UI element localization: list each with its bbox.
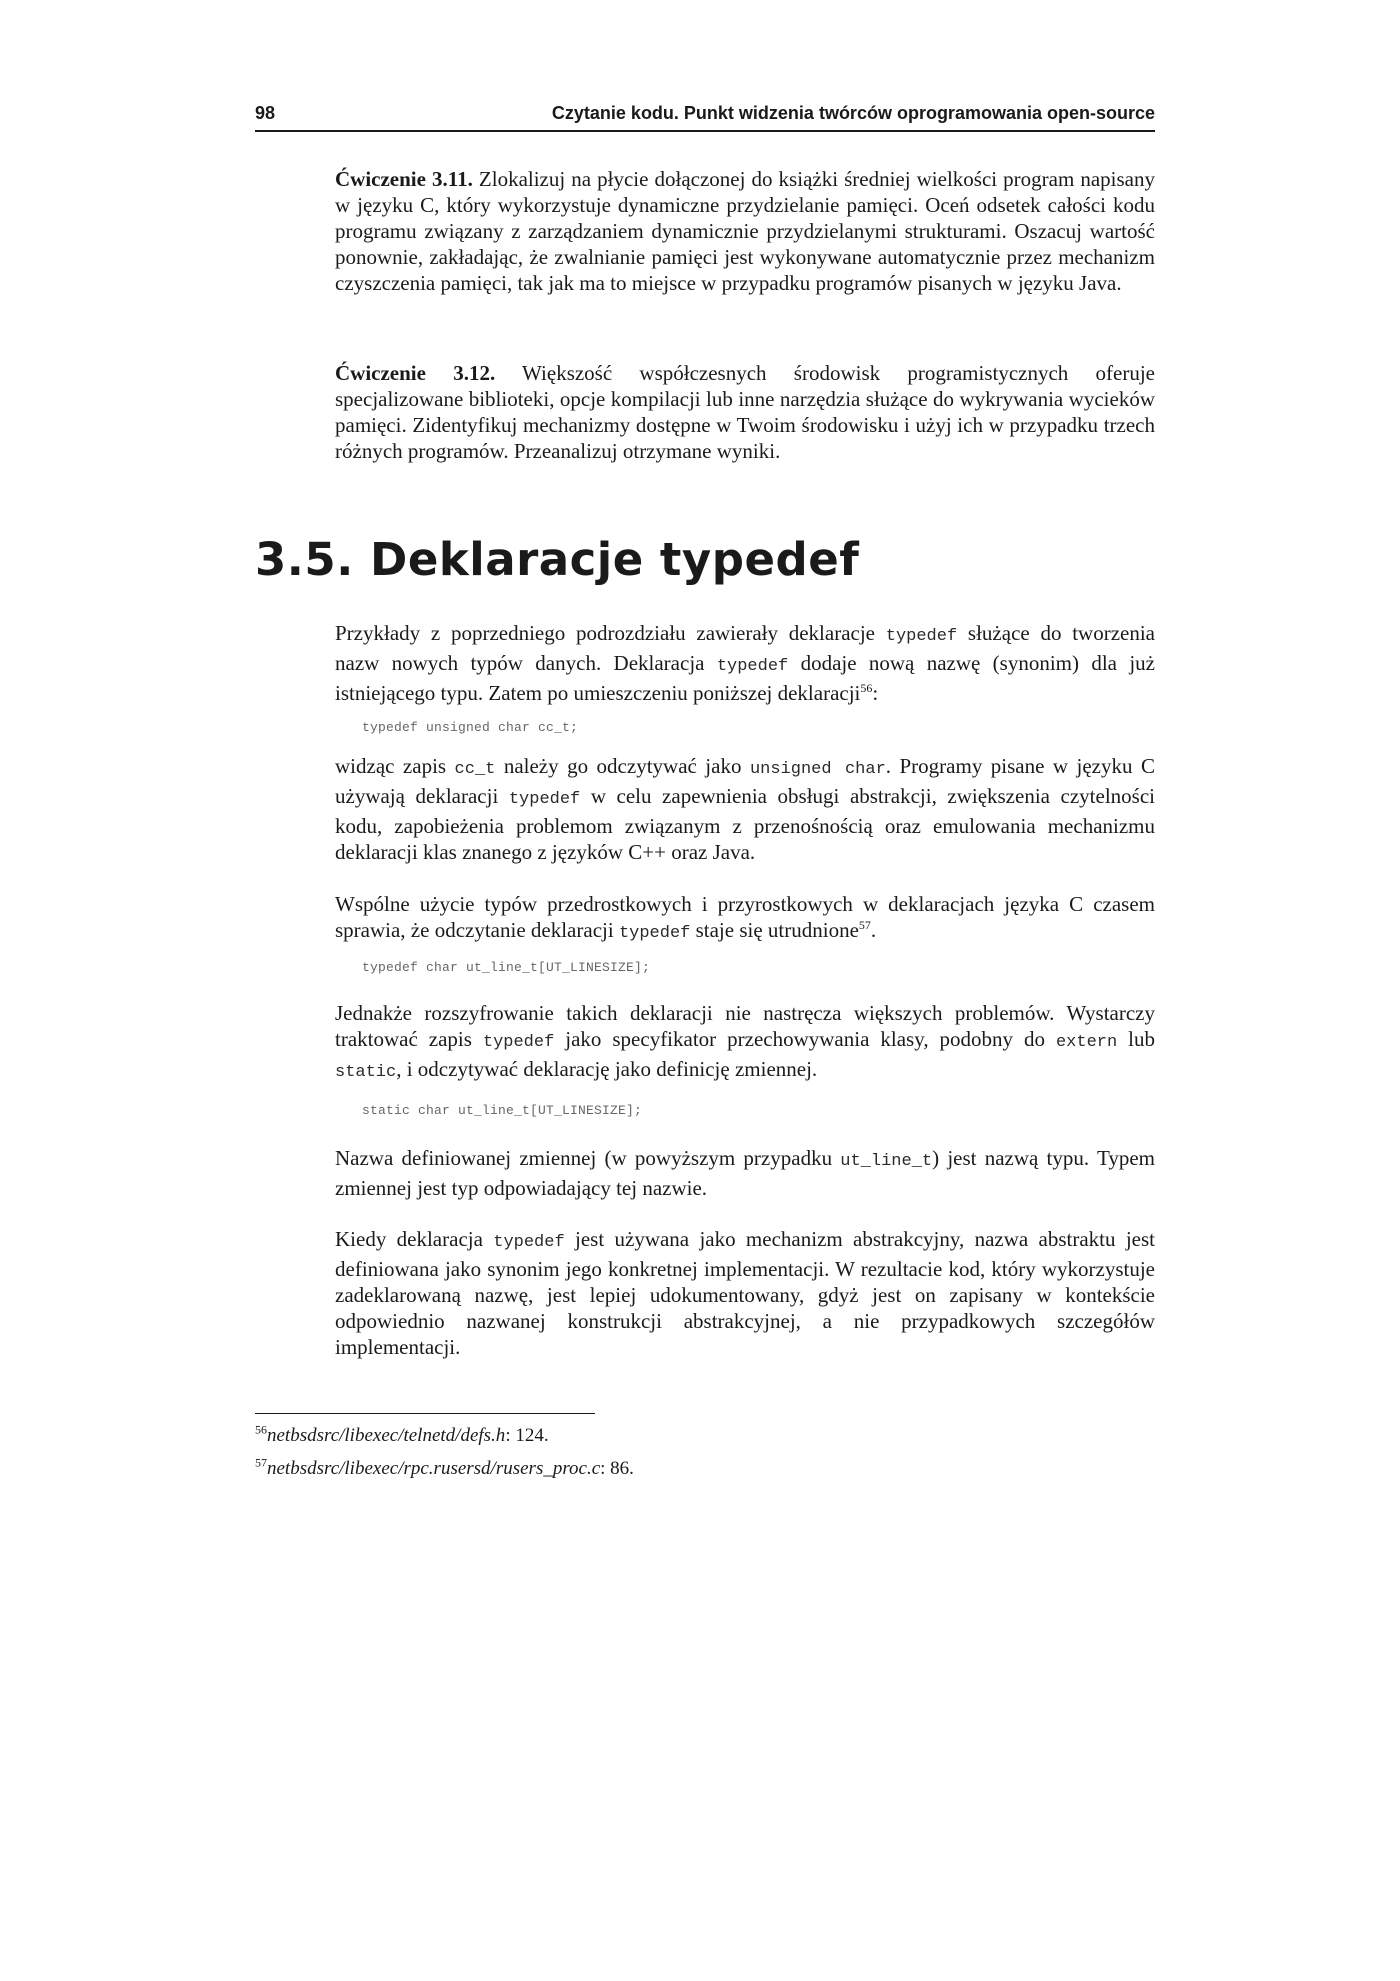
code-example-3: static char ut_line_t[UT_LINESIZE]; [362,1103,643,1118]
paragraph-decoding: Jednakże rozszyfrowanie takich deklaracji nie nastręcza większych problemów. Wystarczy traktować zapis typedef jako specyfikator przechowywania klasy, podobny do extern lub static, i odczytywać deklarację jako definicję zmiennej. [335,1001,1155,1082]
page-number: 98 [255,103,276,123]
footnote-location: : 86. [600,1458,634,1479]
paragraph-variable-name: Nazwa definiowanej zmiennej (w powyższym przypadku ut_line_t) jest nazwą typu. Typem zmiennej jest typ odpowiadający tej nazwie. [335,1146,1155,1200]
running-header [255,100,1155,132]
inline-code: ut_line_t [840,1152,933,1171]
exercise-label: Ćwiczenie 3.12. [335,361,496,385]
inline-code: typedef [716,657,789,676]
footnote-number: 57 [255,1455,267,1470]
section-heading: 3.5. Deklaracje typedef [255,533,860,586]
inline-code: typedef [493,1233,565,1252]
inline-code: typedef [482,1033,555,1052]
inline-code: extern [1055,1033,1118,1052]
inline-code: cc_t [454,760,496,779]
running-title: Czytanie kodu. Punkt widzenia twórców oprogramowania open-source [551,103,1155,123]
footnote-location: : 124. [505,1425,549,1446]
inline-code: typedef [885,627,958,646]
footnote-path: netbsdsrc/libexec/telnetd/defs.h [267,1425,506,1446]
exercise-3-12 [335,360,1155,464]
paragraph-abstraction: Kiedy deklaracja typedef jest używana jako mechanizm abstrakcyjny, nazwa abstraktu jest definiowana jako synonim jego konkretnej implementacji. W rezultacie kod, który wykorzystuje zadeklarowaną nazwę, jest lepiej udokumentowany, gdyż jest on zapisany w kontekście odpowiednio nazwanej konstrukcji abstrakcyjnej, a nie przypadkowych szczegółów implementacji. [335,1227,1155,1359]
paragraph-usage: widząc zapis cc_t należy go odczytywać jako unsigned char. Programy pisane w języku C używają deklaracji typedef w celu zapewnienia obsługi abstrakcji, zwiększenia czytelności kodu, zapobieżenia problemom związanym z przenośnością oraz emulowania mechanizmu deklaracji klas znanego z języków C++ oraz Java. [335,754,1155,864]
code-example-2: typedef char ut_line_t[UT_LINESIZE]; [362,960,651,975]
exercise-3-11 [335,166,1155,296]
footnote-number: 56 [255,1422,267,1437]
code-example-1: typedef unsigned char cc_t; [362,720,579,735]
footnote-56 [255,1422,549,1447]
footnote-ref: 56 [860,681,873,695]
inline-code: typedef [618,924,691,943]
exercise-text: Zlokalizuj na płycie dołączonej do książki średniej wielkości program napisany w języku C, który wykorzystuje dynamiczne przydzielanie pamięci. Oceń odsetek całości kodu programu związany z zarządzaniem dynamicznie przydzielanymi strukturami. Oszacuj wartość ponownie, zakładając, że zwalnianie pamięci jest wykonywane automatycznie przez mechanizm czyszczenia pamięci, tak jak ma to miejsce w przypadku programów pisanych w języku Java. [335,167,1155,295]
exercise-label: Ćwiczenie 3.11. [335,167,473,191]
inline-code: static [335,1063,397,1082]
inline-code: unsigned char [749,760,886,779]
footnote-path: netbsdsrc/libexec/rpc.rusersd/rusers_proc.c [267,1458,601,1479]
inline-code: typedef [508,790,581,809]
paragraph-prefix-suffix: Wspólne użycie typów przedrostkowych i przyrostkowych w deklaracjach języka C czasem sprawia, że odczytanie deklaracji typedef staje się utrudnione$^{57}$. [335,892,1155,943]
exercise-text: Większość współczesnych środowisk programistycznych oferuje specjalizowane biblioteki, opcje kompilacji lub inne narzędzia służące do wykrywania wycieków pamięci. Zidentyfikuj mechanizmy dostępne w Twoim środowisku i użyj ich w przypadku trzech różnych programów. Przeanalizuj otrzymane wyniki. [335,361,1155,463]
footnote-ref: 57 [858,918,871,932]
footnote-separator [255,1413,595,1414]
paragraph-intro: Przykłady z poprzedniego podrozdziału zawierały deklaracje typedef służące do tworzenia nazw nowych typów danych. Deklaracja typedef dodaje nową nazwę (synonim) dla już istniejącego typu. Zatem po umieszczeniu poniższej deklaracji$^{56}$: [335,621,1155,705]
footnote-57 [255,1455,634,1480]
